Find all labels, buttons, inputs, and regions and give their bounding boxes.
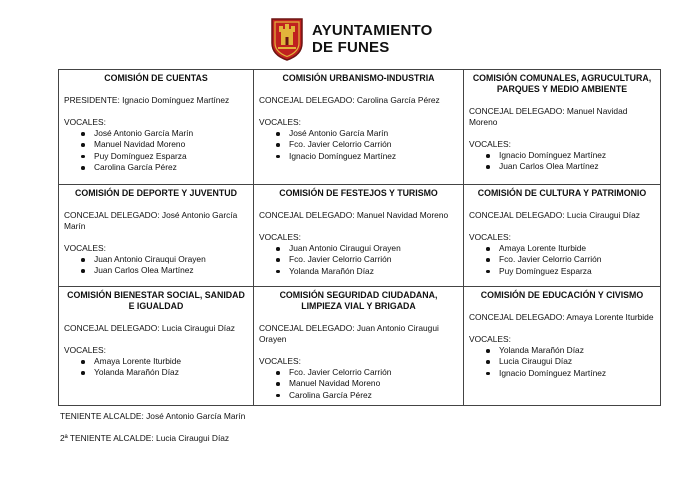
commission-lead: CONCEJAL DELEGADO: José Antonio García Marín	[64, 210, 238, 231]
list-item: Juan Antonio Ciraugui Orayen	[289, 243, 458, 254]
commission-title: COMISIÓN DE FESTEJOS Y TURISMO	[279, 188, 438, 198]
commission-lead: CONCEJAL DELEGADO: Amaya Lorente Iturbide	[469, 312, 654, 322]
list-item: Manuel Navidad Moreno	[94, 139, 248, 150]
list-item: Juan Carlos Olea Martínez	[499, 161, 655, 172]
commission-cell	[464, 185, 661, 287]
list-item: José Antonio García Marín	[94, 128, 248, 139]
commission-cell	[254, 185, 464, 287]
organization-name-line2: DE FUNES	[312, 39, 390, 56]
segundo-teniente-alcalde-line: 2ª TENIENTE ALCALDE: Lucia Ciraugui Díaz	[60, 433, 230, 443]
teniente-alcalde-line: TENIENTE ALCALDE: José Antonio García Marín	[60, 411, 246, 421]
vocales-list	[259, 243, 458, 277]
vocales-label: VOCALES:	[259, 356, 301, 366]
commission-cell	[59, 70, 254, 185]
table-row	[59, 287, 661, 406]
commission-lead: CONCEJAL DELEGADO: Lucia Ciraugui Díaz	[64, 323, 235, 333]
vocales-label: VOCALES:	[64, 345, 106, 355]
vocales-label: VOCALES:	[469, 232, 511, 242]
organization-name-line1: AYUNTAMIENTO	[312, 22, 433, 39]
commission-title: COMISIÓN DE CUENTAS	[104, 73, 208, 83]
vocales-list	[259, 128, 458, 162]
vocales-list	[259, 367, 458, 401]
vocales-list	[64, 254, 248, 277]
commission-title: COMISIÓN DE DEPORTE Y JUVENTUD	[75, 188, 237, 198]
commission-lead: CONCEJAL DELEGADO: Juan Antonio Ciraugui Orayen	[259, 323, 439, 344]
list-item: Lucia Ciraugui Díaz	[499, 356, 655, 367]
list-item: José Antonio García Marín	[289, 128, 458, 139]
list-item: Fco. Javier Celorrio Carrión	[499, 254, 655, 265]
list-item: Ignacio Domínguez Martínez	[289, 151, 458, 162]
vocales-label: VOCALES:	[259, 117, 301, 127]
vocales-label: VOCALES:	[469, 139, 511, 149]
vocales-list	[469, 345, 655, 379]
commission-lead: CONCEJAL DELEGADO: Lucia Ciraugui Díaz	[469, 210, 640, 220]
vocales-label: VOCALES:	[64, 243, 106, 253]
commission-cell	[464, 287, 661, 406]
list-item: Fco. Javier Celorrio Carrión	[289, 139, 458, 150]
commission-lead: CONCEJAL DELEGADO: Manuel Navidad Moreno	[469, 106, 628, 127]
commission-cell	[464, 70, 661, 185]
commission-title: COMISIÓN URBANISMO-INDUSTRIA	[282, 73, 435, 83]
table-row	[59, 70, 661, 185]
vocales-list	[64, 356, 248, 379]
list-item: Juan Antonio Cirauqui Orayen	[94, 254, 248, 265]
commission-title: COMISIÓN BIENESTAR SOCIAL, SANIDAD E IGUALDAD	[67, 290, 245, 311]
list-item: Fco. Javier Celorrio Carrión	[289, 254, 458, 265]
coat-of-arms-icon	[270, 17, 304, 61]
vocales-label: VOCALES:	[259, 232, 301, 242]
commission-title: COMISIÓN COMUNALES, AGRUCULTURA, PARQUES Y MEDIO AMBIENTE	[472, 73, 652, 94]
vocales-label: VOCALES:	[469, 334, 511, 344]
list-item: Yolanda Marañón Díaz	[499, 345, 655, 356]
list-item: Ignacio Domínguez Martínez	[499, 368, 655, 379]
commission-lead: CONCEJAL DELEGADO: Carolina García Pérez	[259, 95, 440, 105]
list-item: Puy Domínguez Esparza	[94, 151, 248, 162]
commission-title: COMISIÓN SEGURIDAD CIUDADANA, LIMPIEZA VIAL Y BRIGADA	[279, 290, 438, 311]
commissions-table	[58, 69, 661, 406]
list-item: Fco. Javier Celorrio Carrión	[289, 367, 458, 378]
list-item: Yolanda Marañón Díaz	[94, 367, 248, 378]
list-item: Amaya Lorente Iturbide	[499, 243, 655, 254]
organization-name	[312, 22, 432, 56]
list-item: Amaya Lorente Iturbide	[94, 356, 248, 367]
commission-cell	[59, 185, 254, 287]
list-item: Carolina García Pérez	[94, 162, 248, 173]
commission-title: COMISIÓN DE EDUCACIÓN Y CIVISMO	[480, 290, 644, 300]
list-item: Yolanda Marañón Díaz	[289, 266, 458, 277]
table-row	[59, 185, 661, 287]
commission-lead: CONCEJAL DELEGADO: Manuel Navidad Moreno	[259, 210, 449, 220]
list-item: Manuel Navidad Moreno	[289, 378, 458, 389]
list-item: Juan Carlos Olea Martínez	[94, 265, 248, 276]
page-header	[270, 17, 432, 61]
commission-cell	[254, 70, 464, 185]
vocales-list	[64, 128, 248, 174]
commission-title: COMISIÓN DE CULTURA Y PATRIMONIO	[477, 188, 647, 198]
list-item: Ignacio Domínguez Martínez	[499, 150, 655, 161]
commission-cell	[59, 287, 254, 406]
list-item: Carolina García Pérez	[289, 390, 458, 401]
vocales-label: VOCALES:	[64, 117, 106, 127]
commission-cell	[254, 287, 464, 406]
vocales-list	[469, 150, 655, 173]
commission-lead: PRESIDENTE: Ignacio Domínguez Martínez	[64, 95, 230, 105]
vocales-list	[469, 243, 655, 277]
list-item: Puy Domínguez Esparza	[499, 266, 655, 277]
